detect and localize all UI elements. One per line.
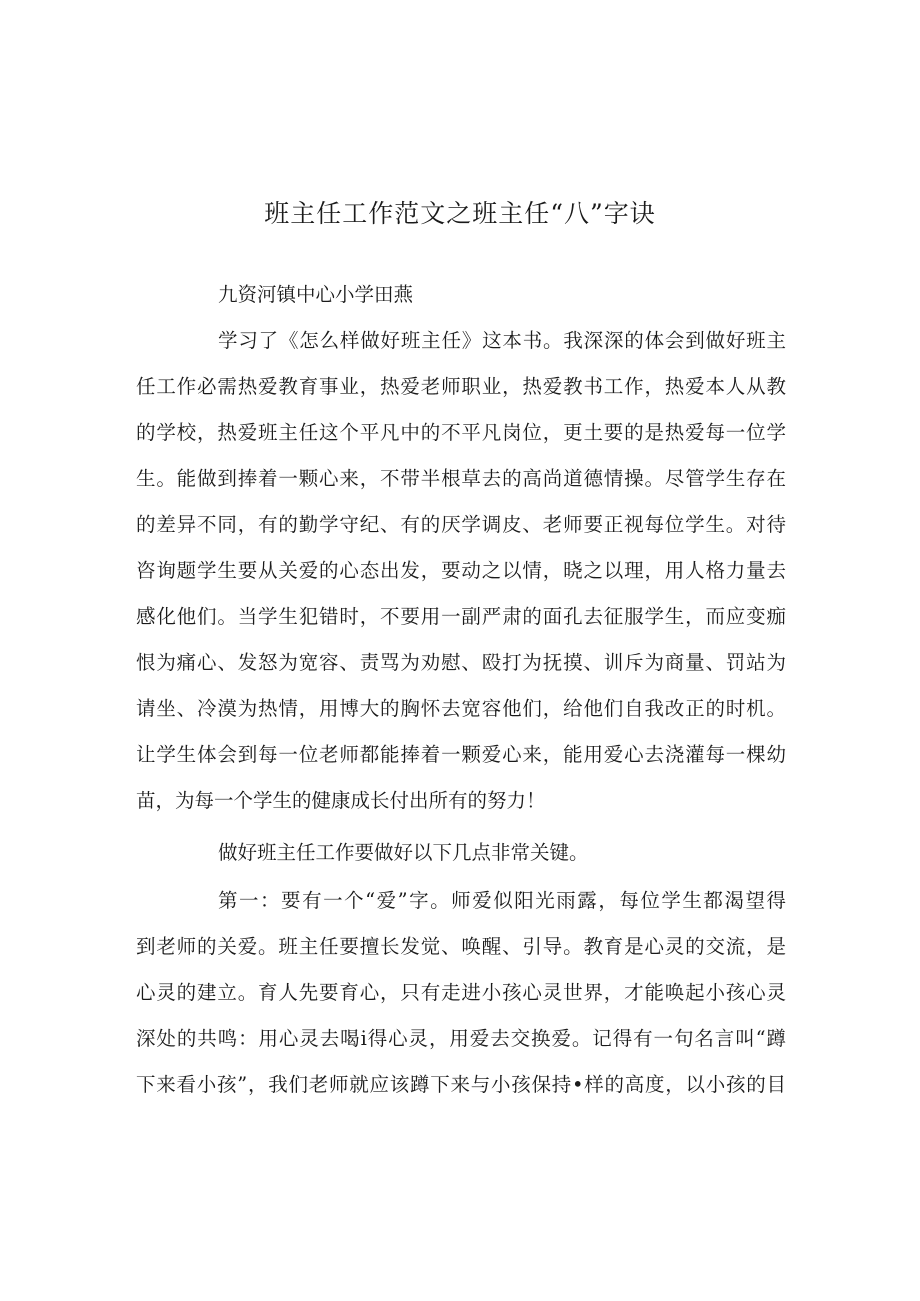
paragraph-line: 到老师的关爱。班主任要擅长发觉、唤醒、引导。教育是心灵的交流，是 (136, 935, 786, 958)
document-title: 班主任工作范文之班主任“八”字诀 (264, 199, 656, 228)
paragraph-line: 恨为痛心、发怒为宽容、责骂为劝慰、殴打为抚摸、训斥为商量、罚站为 (136, 651, 786, 674)
paragraph-line: 让学生体会到每一位老师都能捧着一颗爱心来，能用爱心去浇灌每一棵幼 (136, 743, 786, 766)
paragraph-line: 任工作必需热爱教育事业，热爱老师职业，热爱教书工作，热爱本人从教 (136, 375, 786, 398)
paragraph-line: 第一：要有一个“爱”字。师爱似阳光雨露，每位学生都渴望得 (218, 889, 786, 912)
paragraph-line: 感化他们。当学生犯错时，不要用一副严肃的面孔去征服学生，而应变痂 (136, 605, 786, 628)
paragraph-line: 的学校，热爱班主任这个平凡中的不平凡岗位，更土要的是热爱每一位学 (136, 421, 786, 444)
paragraph-line: 下来看小孩”，我们老师就应该蹲下来与小孩保持•样的高度，以小孩的目 (136, 1073, 786, 1096)
paragraph-line: 咨询题学生要从关爱的心态出发，要动之以情，晓之以理，用人格力量去 (136, 559, 786, 582)
paragraph-line: 请坐、冷漠为热情，用博大的胸怀去宽容他们，给他们自我改正的时机。 (136, 697, 786, 720)
paragraph-line: 做好班主任工作要做好以下几点非常关键。 (218, 841, 589, 864)
paragraph-line: 深处的共鸣：用心灵去喝i得心灵，用爱去交换爱。记得有一句名言叫“蹲 (136, 1027, 786, 1050)
paragraph-line: 苗，为每一个学生的健康成长付出所有的努力！ (136, 789, 546, 812)
paragraph-line: 学习了《怎么样做好班主任》这本书。我深深的体会到做好班主 (218, 329, 786, 352)
paragraph-line: 生。能做到捧着一颗心来，不带半根草去的高尚道德情操。尽管学生存在 (136, 467, 786, 490)
paragraph-line: 的差异不同，有的勤学守纪、有的厌学调皮、老师要正视每位学生。对待 (136, 513, 786, 536)
author-line: 九资河镇中心小学田燕 (218, 283, 414, 306)
paragraph-line: 心灵的建立。育人先要育心，只有走进小孩心灵世界，才能唤起小孩心灵 (136, 981, 786, 1004)
